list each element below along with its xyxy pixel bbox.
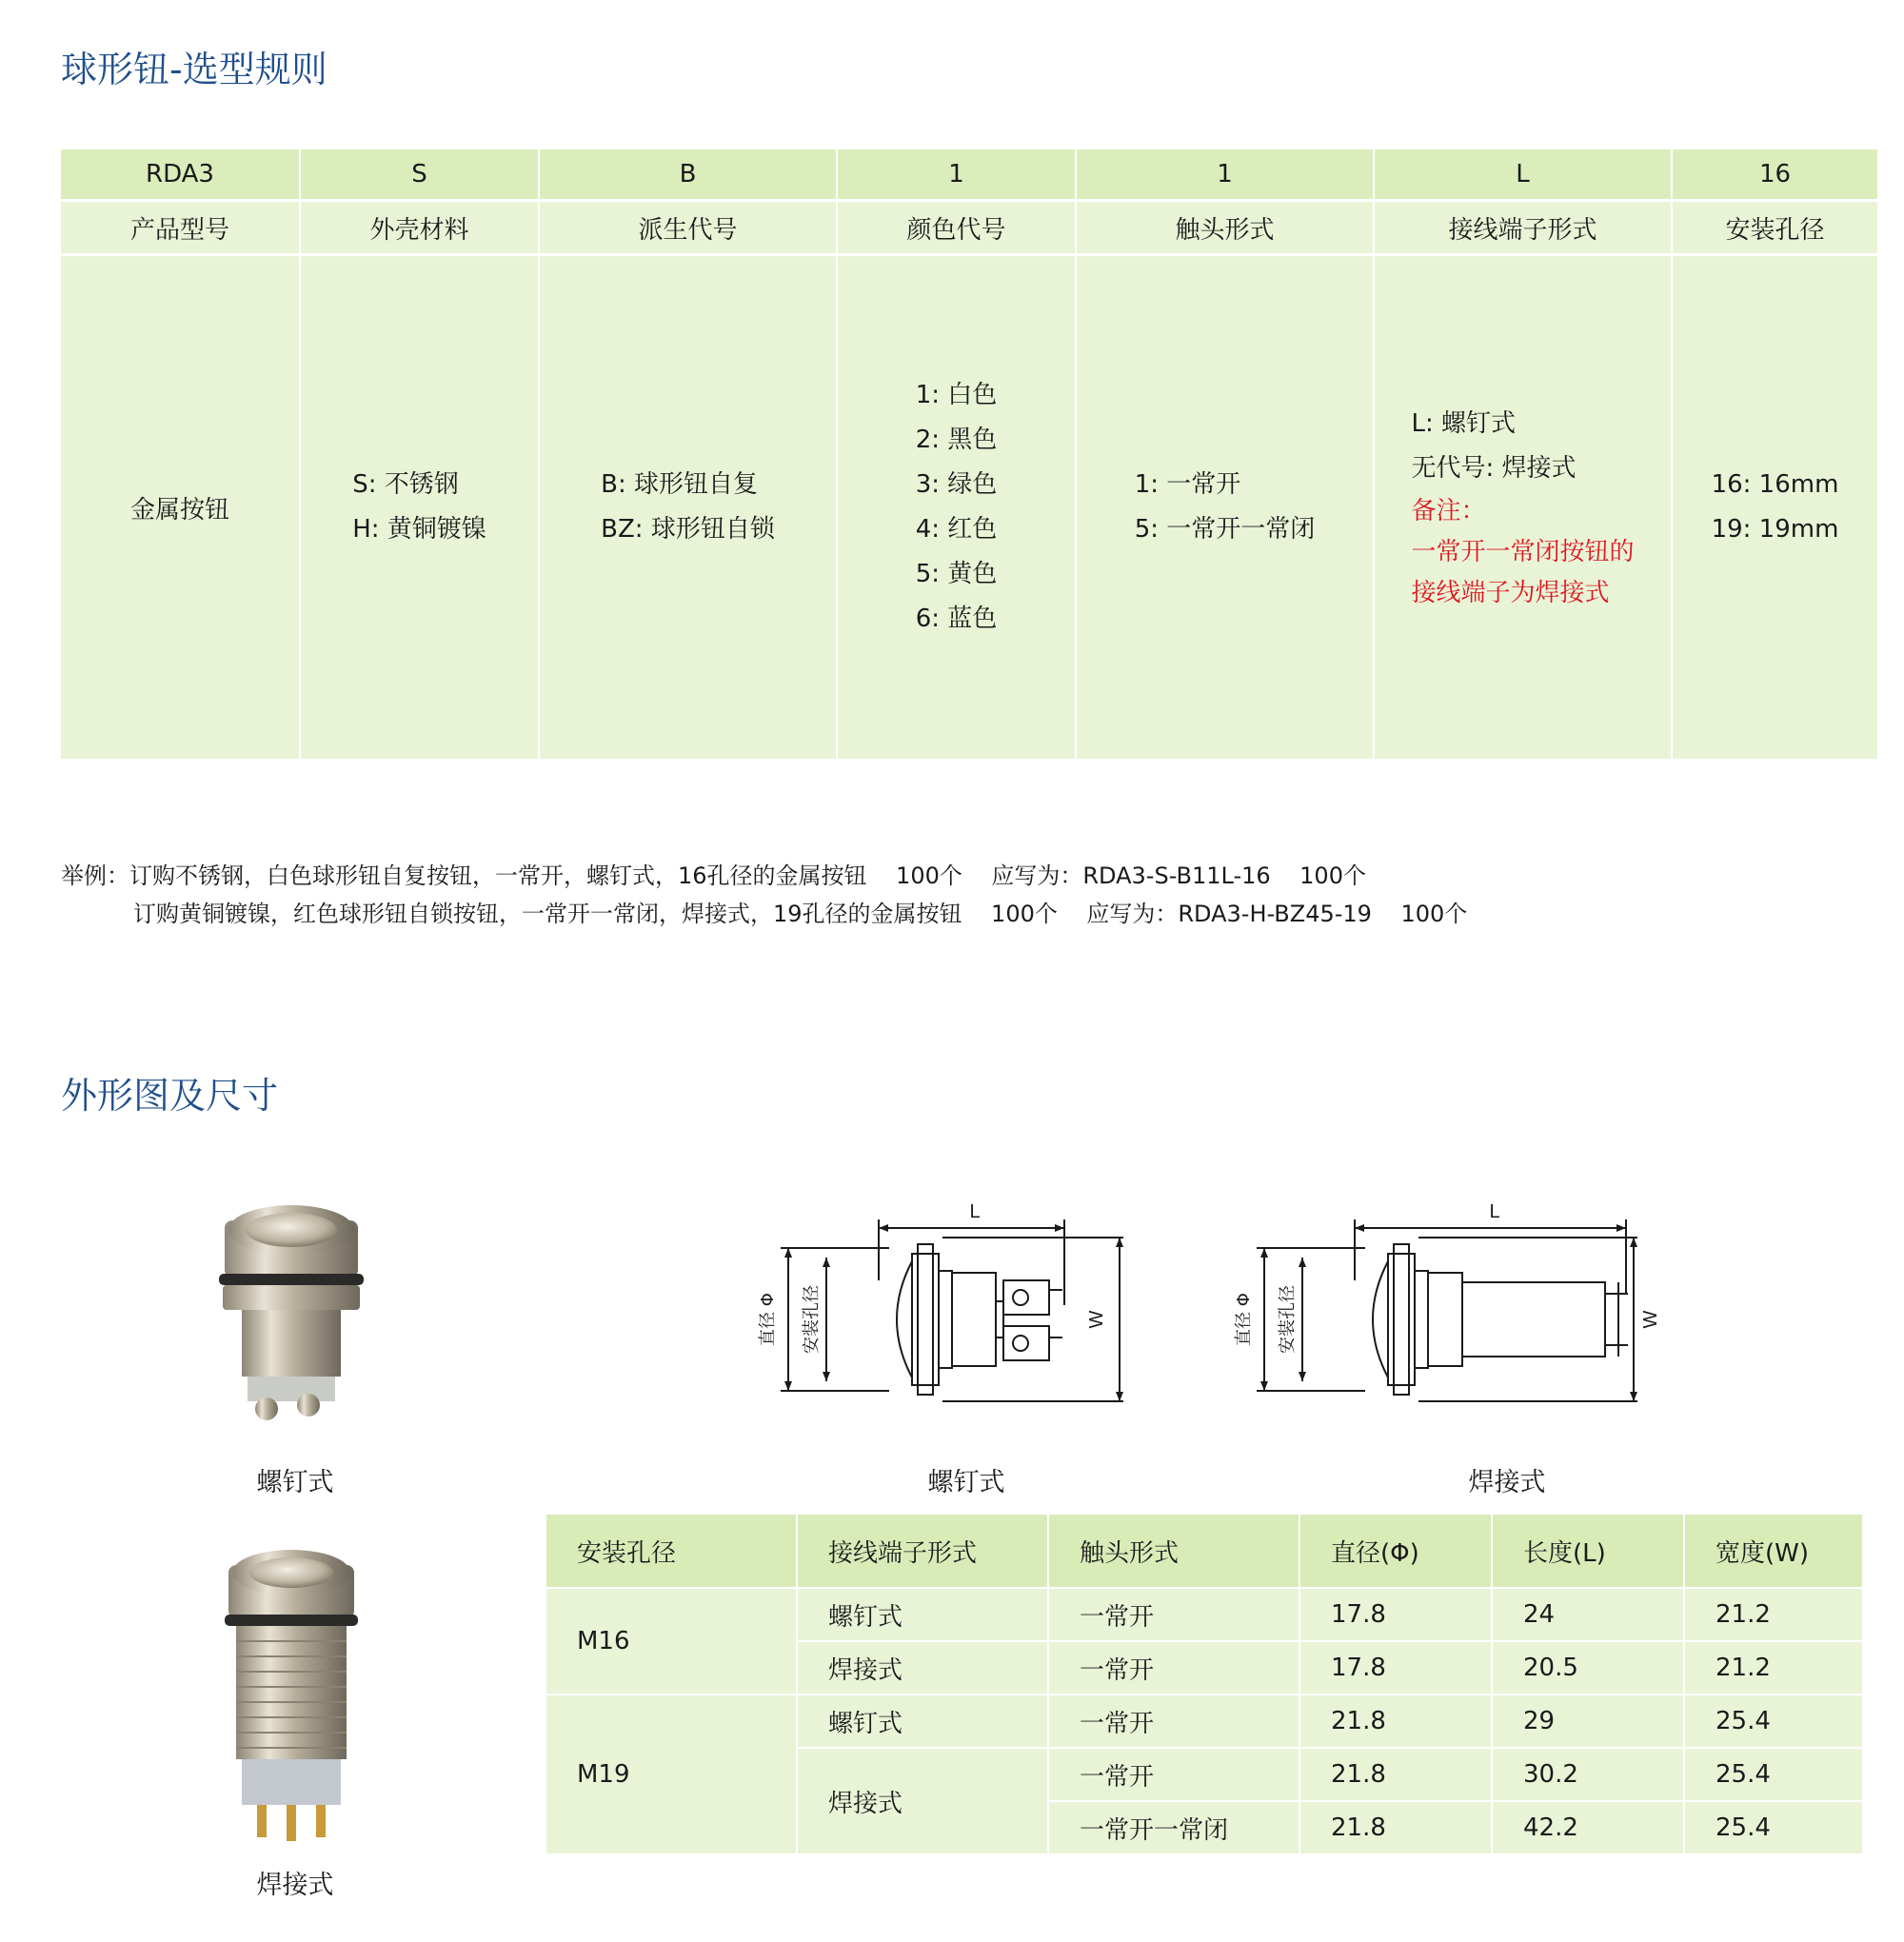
- width-cell: 21.2: [1684, 1588, 1863, 1641]
- color-cell: [837, 255, 1076, 760]
- section-title-selection: 球形钮-选型规则: [61, 49, 327, 90]
- dim-header: 触头形式: [1048, 1514, 1299, 1588]
- hole-option: 16: 16mm: [1711, 470, 1839, 499]
- name-cell: 安装孔径: [1672, 201, 1877, 255]
- table-row: [545, 1588, 1863, 1641]
- hole-cell: [1672, 255, 1877, 760]
- material-cell: [300, 255, 539, 760]
- terminal-option: 无代号: 焊接式: [1411, 453, 1577, 483]
- terminal-cell: 焊接式: [797, 1748, 1048, 1854]
- diameter-cell: 17.8: [1299, 1588, 1492, 1641]
- code-row: [61, 149, 1877, 201]
- terminal-option: L: 螺钉式: [1411, 408, 1516, 438]
- diameter-cell: 17.8: [1299, 1641, 1492, 1694]
- terminal-cell: [1374, 255, 1672, 760]
- contact-cell: 一常开一常闭: [1048, 1801, 1299, 1854]
- length-cell: 42.2: [1492, 1801, 1684, 1854]
- terminal-cell: 焊接式: [797, 1641, 1048, 1694]
- hole-cell: M19: [545, 1694, 797, 1854]
- terminal-cell: 螺钉式: [797, 1588, 1048, 1641]
- screw-terminal-drawing: [743, 1195, 1142, 1423]
- example-line-1: 举例：订购不锈钢，白色球形钮自复按钮，一常开，螺钉式，16孔径的金属按钮 100个 应写为：RDA3-S-B11L-16 100个: [61, 862, 1366, 889]
- color-option: 6: 蓝色: [915, 604, 998, 633]
- dim-header-row: [545, 1514, 1863, 1588]
- contact-cell: 一常开: [1048, 1694, 1299, 1748]
- dim-header: 长度(L): [1492, 1514, 1684, 1588]
- dim-header: 直径(Φ): [1299, 1514, 1492, 1588]
- contact-option: 1: 一常开: [1134, 470, 1241, 499]
- length-cell: 24: [1492, 1588, 1684, 1641]
- name-cell: 接线端子形式: [1374, 201, 1672, 255]
- length-cell: 20.5: [1492, 1641, 1684, 1694]
- contact-cell: [1076, 255, 1374, 760]
- terminal-note: 接线端子为焊接式: [1411, 578, 1610, 607]
- derivative-cell: [539, 255, 837, 760]
- width-cell: 21.2: [1684, 1641, 1863, 1694]
- name-cell: 颜色代号: [837, 201, 1076, 255]
- code-cell: B: [539, 149, 837, 201]
- dim-label-hole: 安装孔径: [1278, 1285, 1298, 1354]
- code-cell: S: [300, 149, 539, 201]
- screw-terminal-photo: [206, 1201, 377, 1435]
- terminal-cell: 螺钉式: [797, 1694, 1048, 1748]
- dim-label-l: L: [1489, 1201, 1500, 1222]
- selection-table: [61, 149, 1877, 759]
- product-value: 金属按钮: [129, 495, 229, 525]
- color-option: 3: 绿色: [915, 470, 998, 499]
- derivative-option: BZ: 球形钮自锁: [601, 515, 775, 544]
- color-option: 5: 黄色: [915, 560, 998, 588]
- table-row: [545, 1694, 1863, 1748]
- terminal-note: 备注：: [1411, 496, 1486, 525]
- width-cell: 25.4: [1684, 1694, 1863, 1748]
- color-option: 2: 黑色: [915, 426, 998, 454]
- photo2-caption: 焊接式: [256, 1871, 334, 1900]
- switch-outline: [897, 1244, 1062, 1395]
- name-row: [61, 201, 1877, 255]
- width-cell: 25.4: [1684, 1748, 1863, 1801]
- drawing1-caption: 螺钉式: [927, 1468, 1005, 1497]
- name-cell: 外壳材料: [300, 201, 539, 255]
- contact-cell: 一常开: [1048, 1748, 1299, 1801]
- dim-label-w: W: [1640, 1310, 1661, 1329]
- code-cell: L: [1374, 149, 1672, 201]
- name-cell: 派生代号: [539, 201, 837, 255]
- name-cell: 产品型号: [61, 201, 300, 255]
- dim-label-l: L: [969, 1201, 981, 1222]
- color-option: 1: 白色: [915, 381, 998, 409]
- material-option: S: 不锈钢: [352, 470, 459, 499]
- length-cell: 29: [1492, 1694, 1684, 1748]
- diameter-cell: 21.8: [1299, 1748, 1492, 1801]
- length-cell: 30.2: [1492, 1748, 1684, 1801]
- product-cell: [61, 255, 300, 760]
- dim-label-w: W: [1086, 1310, 1107, 1329]
- solder-terminal-photo: [215, 1542, 367, 1847]
- photo1-caption: 螺钉式: [256, 1468, 334, 1497]
- dim-label-phi: 直径 Φ: [758, 1293, 778, 1346]
- dim-label-phi: 直径 Φ: [1234, 1293, 1254, 1346]
- section-title-dimensions: 外形图及尺寸: [61, 1075, 279, 1117]
- width-cell: 25.4: [1684, 1801, 1863, 1854]
- color-option: 4: 红色: [915, 515, 998, 544]
- contact-cell: 一常开: [1048, 1641, 1299, 1694]
- example-line-2: 订购黄铜镀镍，红色球形钮自锁按钮，一常开一常闭，焊接式，19孔径的金属按钮 100个 应写为：RDA3-H-BZ45-19 100个: [133, 901, 1468, 927]
- contact-cell: 一常开: [1048, 1588, 1299, 1641]
- dim-header: 安装孔径: [545, 1514, 797, 1588]
- switch-outline: [1373, 1244, 1628, 1395]
- hole-option: 19: 19mm: [1711, 515, 1839, 544]
- code-cell: RDA3: [61, 149, 300, 201]
- code-cell: 1: [837, 149, 1076, 201]
- name-cell: 触头形式: [1076, 201, 1374, 255]
- code-cell: 1: [1076, 149, 1374, 201]
- terminal-note: 一常开一常闭按钮的: [1411, 537, 1635, 566]
- contact-option: 5: 一常开一常闭: [1134, 515, 1316, 544]
- dim-header: 接线端子形式: [797, 1514, 1048, 1588]
- options-row: [61, 255, 1877, 760]
- solder-terminal-drawing: [1219, 1195, 1661, 1423]
- dim-header: 宽度(W): [1684, 1514, 1863, 1588]
- code-cell: 16: [1672, 149, 1877, 201]
- dimension-lines: [1257, 1219, 1637, 1401]
- drawing2-caption: 焊接式: [1468, 1468, 1546, 1497]
- diameter-cell: 21.8: [1299, 1801, 1492, 1854]
- material-option: H: 黄铜镀镍: [352, 515, 486, 544]
- derivative-option: B: 球形钮自复: [601, 470, 759, 499]
- dimension-table: [545, 1513, 1864, 1855]
- hole-cell: M16: [545, 1588, 797, 1694]
- diameter-cell: 21.8: [1299, 1694, 1492, 1748]
- dim-label-hole: 安装孔径: [802, 1285, 822, 1354]
